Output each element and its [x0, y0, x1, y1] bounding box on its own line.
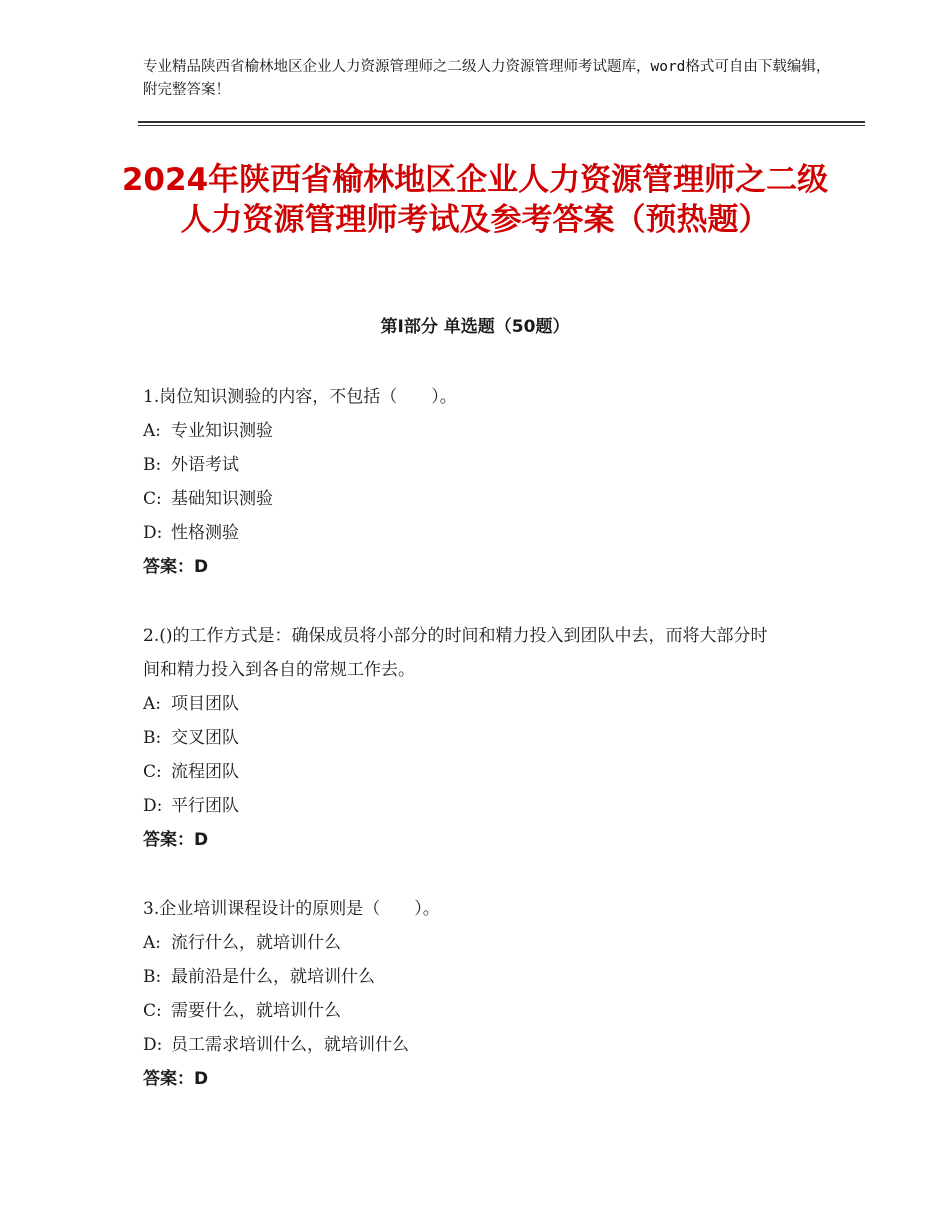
option-key: A:	[143, 933, 162, 953]
section-title: 第Ⅰ部分 单选题（50题）	[380, 317, 570, 337]
option-key: D:	[143, 796, 163, 816]
option-text: 专业知识测验	[171, 421, 273, 441]
option-key: A:	[143, 421, 162, 441]
question-2	[143, 619, 783, 857]
option-key: D:	[143, 1035, 163, 1055]
option-key: B:	[143, 455, 162, 475]
option-b	[143, 448, 783, 482]
option-text: 性格测验	[171, 523, 239, 543]
option-c	[143, 755, 783, 789]
option-d	[143, 516, 783, 550]
header-rule-thin	[138, 125, 865, 126]
option-key: B:	[143, 728, 162, 748]
option-key: A:	[143, 694, 162, 714]
option-text: 流行什么，就培训什么	[171, 933, 341, 953]
option-text: 员工需求培训什么，就培训什么	[171, 1035, 409, 1055]
option-b	[143, 960, 783, 994]
question-1	[143, 380, 783, 584]
header-rule-thick	[138, 121, 865, 123]
document-title: 2024年陕西省榆林地区企业人力资源管理师之二级人力资源管理师考试及参考答案（预热题）	[121, 162, 829, 238]
option-text: 外语考试	[171, 455, 239, 475]
option-text: 基础知识测验	[171, 489, 273, 509]
option-a	[143, 687, 783, 721]
option-c	[143, 994, 783, 1028]
question-3	[143, 892, 783, 1096]
option-key: C:	[143, 762, 162, 782]
option-key: B:	[143, 967, 162, 987]
question-stem: 1.岗位知识测验的内容，不包括（ ）。	[143, 387, 457, 407]
answer: 答案：D	[143, 830, 209, 850]
question-stem: 2.()的工作方式是：确保成员将小部分的时间和精力投入到团队中去，而将大部分时间和精力投入到各自的常规工作去。	[143, 626, 768, 680]
option-d	[143, 1028, 783, 1062]
option-text: 平行团队	[171, 796, 239, 816]
option-a	[143, 414, 783, 448]
option-key: C:	[143, 489, 162, 509]
option-a	[143, 926, 783, 960]
question-stem: 3.企业培训课程设计的原则是（ ）。	[143, 899, 440, 919]
option-text: 流程团队	[171, 762, 239, 782]
answer: 答案：D	[143, 557, 209, 577]
option-b	[143, 721, 783, 755]
option-c	[143, 482, 783, 516]
option-text: 项目团队	[171, 694, 239, 714]
option-text: 交叉团队	[171, 728, 239, 748]
option-text: 最前沿是什么，就培训什么	[171, 967, 375, 987]
header-note: 专业精品陕西省榆林地区企业人力资源管理师之二级人力资源管理师考试题库，word格式可自由下载编辑，附完整答案！	[143, 59, 831, 98]
option-d	[143, 789, 783, 823]
option-key: C:	[143, 1001, 162, 1021]
option-key: D:	[143, 523, 163, 543]
option-text: 需要什么，就培训什么	[171, 1001, 341, 1021]
answer: 答案：D	[143, 1069, 209, 1089]
